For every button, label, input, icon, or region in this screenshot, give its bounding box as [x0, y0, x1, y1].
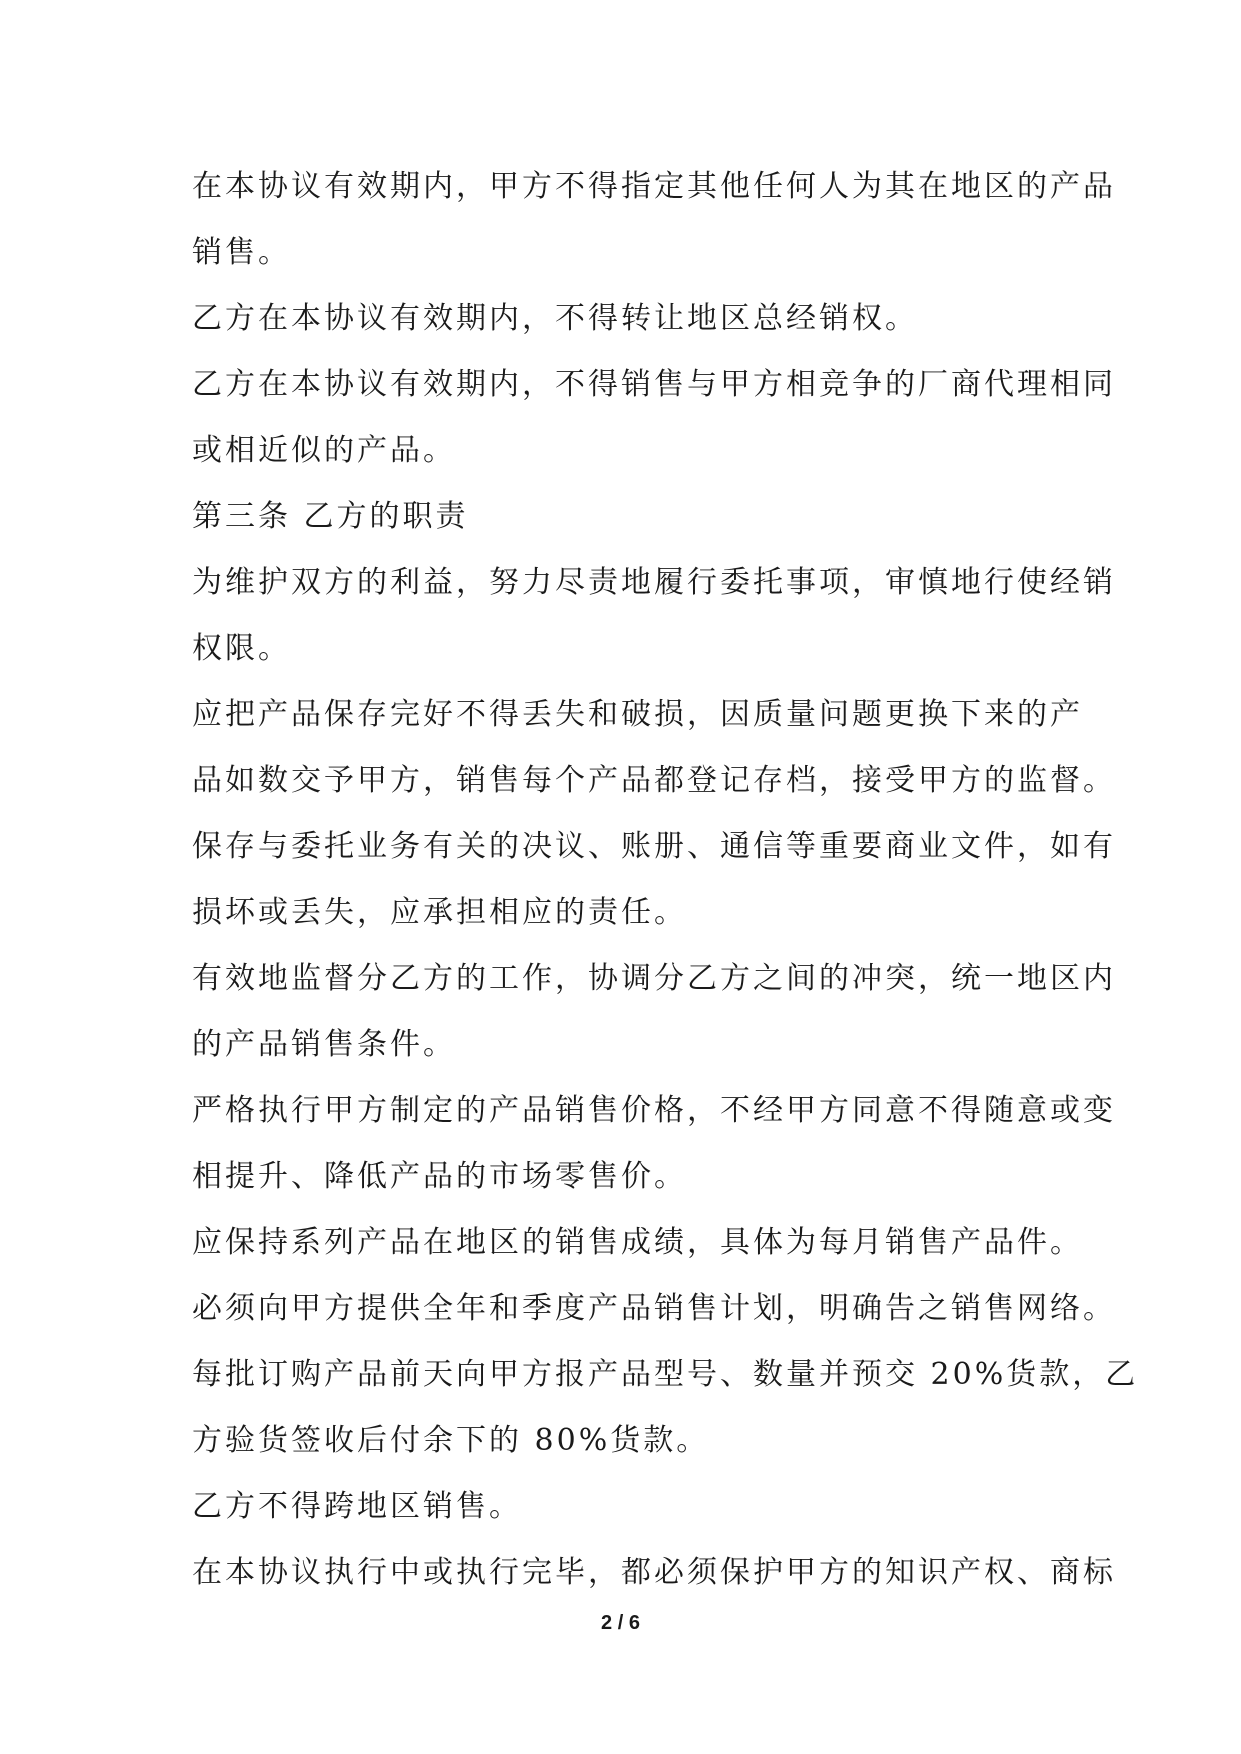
text-line: 的产品销售条件。: [192, 1027, 456, 1062]
page-number: 2 / 6: [601, 1612, 640, 1634]
document-body: [192, 154, 1139, 1606]
text-line: 应把产品保存完好不得丢失和破损，因质量问题更换下来的产: [192, 697, 1083, 732]
text-line: 销售。: [192, 235, 291, 270]
text-line: 损坏或丢失，应承担相应的责任。: [192, 895, 687, 930]
text-line: 保存与委托业务有关的决议、账册、通信等重要商业文件，如有: [192, 829, 1116, 864]
text-line: 为维护双方的利益，努力尽责地履行委托事项，审慎地行使经销: [192, 565, 1116, 600]
text-line: 乙方不得跨地区销售。: [192, 1489, 522, 1524]
text-line: 在本协议执行中或执行完毕，都必须保护甲方的知识产权、商标: [192, 1555, 1116, 1590]
text-line: 权限。: [192, 631, 291, 666]
text-line: 或相近似的产品。: [192, 433, 456, 468]
text-line: 应保持系列产品在地区的销售成绩，具体为每月销售产品件。: [192, 1225, 1083, 1260]
text-line: 在本协议有效期内，甲方不得指定其他任何人为其在地区的产品: [192, 169, 1116, 204]
text-line: 乙方在本协议有效期内，不得转让地区总经销权。: [192, 301, 918, 336]
text-line: 品如数交予甲方，销售每个产品都登记存档，接受甲方的监督。: [192, 763, 1116, 798]
text-line: 每批订购产品前天向甲方报产品型号、数量并预交 20%货款，乙: [192, 1357, 1139, 1392]
text-line: 必须向甲方提供全年和季度产品销售计划，明确告之销售网络。: [192, 1291, 1116, 1326]
text-line: 乙方在本协议有效期内，不得销售与甲方相竞争的厂商代理相同: [192, 367, 1116, 402]
text-line: 相提升、降低产品的市场零售价。: [192, 1159, 687, 1194]
text-line: 方验货签收后付余下的 80%货款。: [192, 1423, 710, 1458]
section-heading: 第三条 乙方的职责: [192, 499, 469, 534]
text-line: 有效地监督分乙方的工作，协调分乙方之间的冲突，统一地区内: [192, 961, 1116, 996]
text-line: 严格执行甲方制定的产品销售价格，不经甲方同意不得随意或变: [192, 1093, 1116, 1128]
